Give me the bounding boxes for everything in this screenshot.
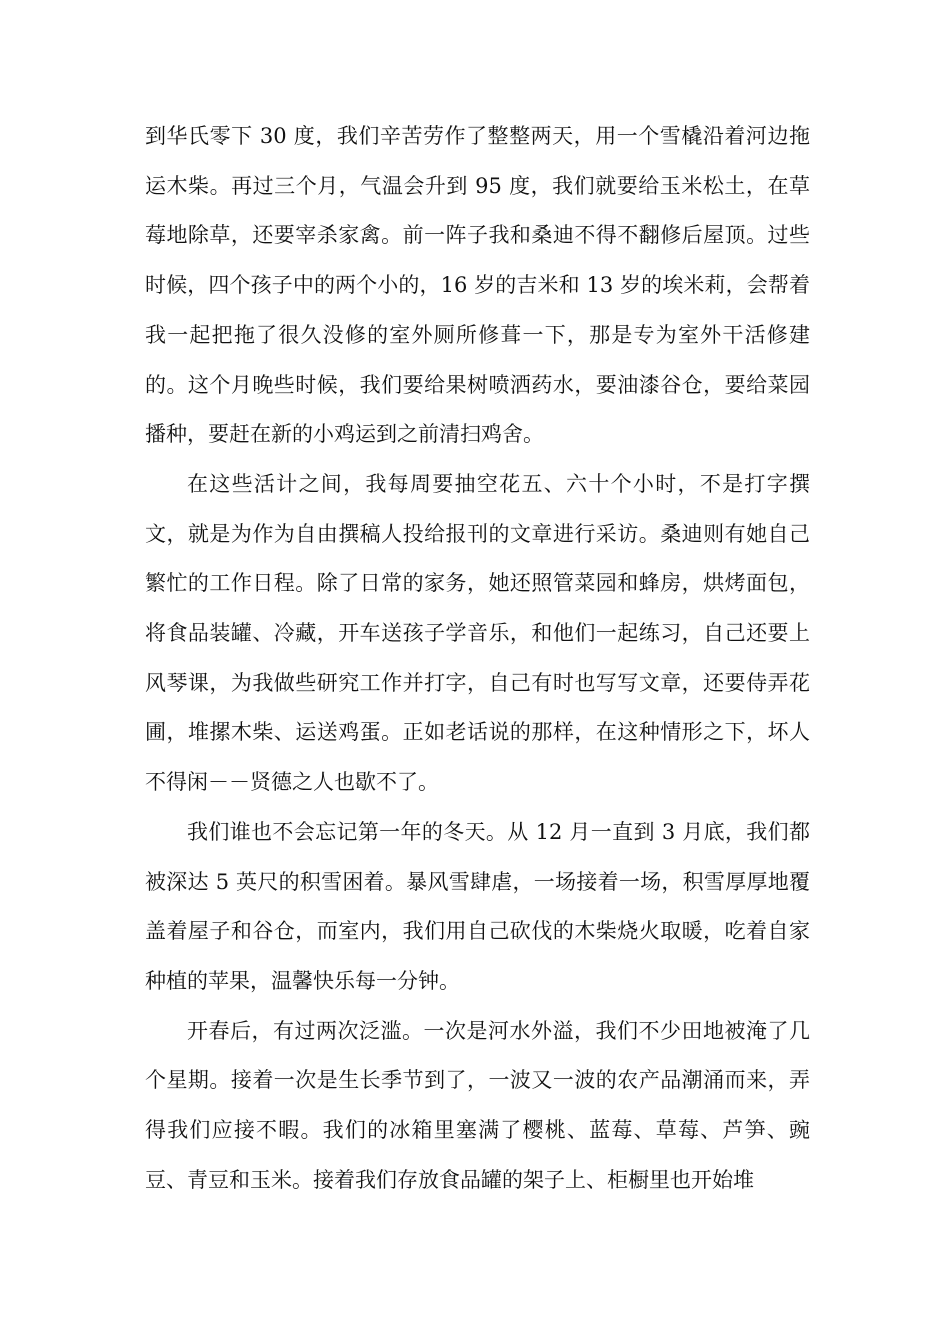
paragraph-3: 我们谁也不会忘记第一年的冬天。从 12 月一直到 3 月底，我们都被深达 5 英尺的积雪困着。暴风雪肆虐，一场接着一场，积雪厚厚地覆盖着屋子和谷仓，而室内，我们用自己砍伐的木柴烧火取暖，吃着自家种植的苹果，温馨快乐每一分钟。 [145, 819, 810, 993]
paragraph-4: 开春后，有过两次泛滥。一次是河水外溢，我们不少田地被淹了几个星期。接着一次是生长季节到了，一波又一波的农产品潮涌而来，弄得我们应接不暇。我们的冰箱里塞满了樱桃、蓝莓、草莓、芦笋、豌豆、青豆和玉米。接着我们存放食品罐的架子上、柜橱里也开始堆 [145, 1018, 810, 1192]
paragraph-1: 到华氏零下 30 度，我们辛苦劳作了整整两天，用一个雪橇沿着河边拖运木柴。再过三个月，气温会升到 95 度，我们就要给玉米松土，在草莓地除草，还要宰杀家禽。前一阵子我和桑迪不得不翻修后屋顶。过些时候，四个孩子中的两个小的，16 岁的吉米和 13 岁的埃米莉，会帮着我一起把拖了很久没修的室外厕所修葺一下，那是专为室外干活修建的。这个月晚些时候，我们要给果树喷洒药水，要油漆谷仓，要给菜园播种，要赶在新的小鸡运到之前清扫鸡舍。 [145, 124, 810, 447]
paragraph-2: 在这些活计之间，我每周要抽空花五、六十个小时，不是打字撰文，就是为作为自由撰稿人投给报刊的文章进行采访。桑迪则有她自己繁忙的工作日程。除了日常的家务，她还照管菜园和蜂房，烘烤面包，将食品装罐、冷藏，开车送孩子学音乐，和他们一起练习，自己还要上风琴课，为我做些研究工作并打字，自己有时也写写文章，还要侍弄花圃，堆摞木柴、运送鸡蛋。正如老话说的那样，在这种情形之下，坏人不得闲－－贤德之人也歇不了。 [145, 471, 810, 795]
document-body [145, 112, 810, 1205]
